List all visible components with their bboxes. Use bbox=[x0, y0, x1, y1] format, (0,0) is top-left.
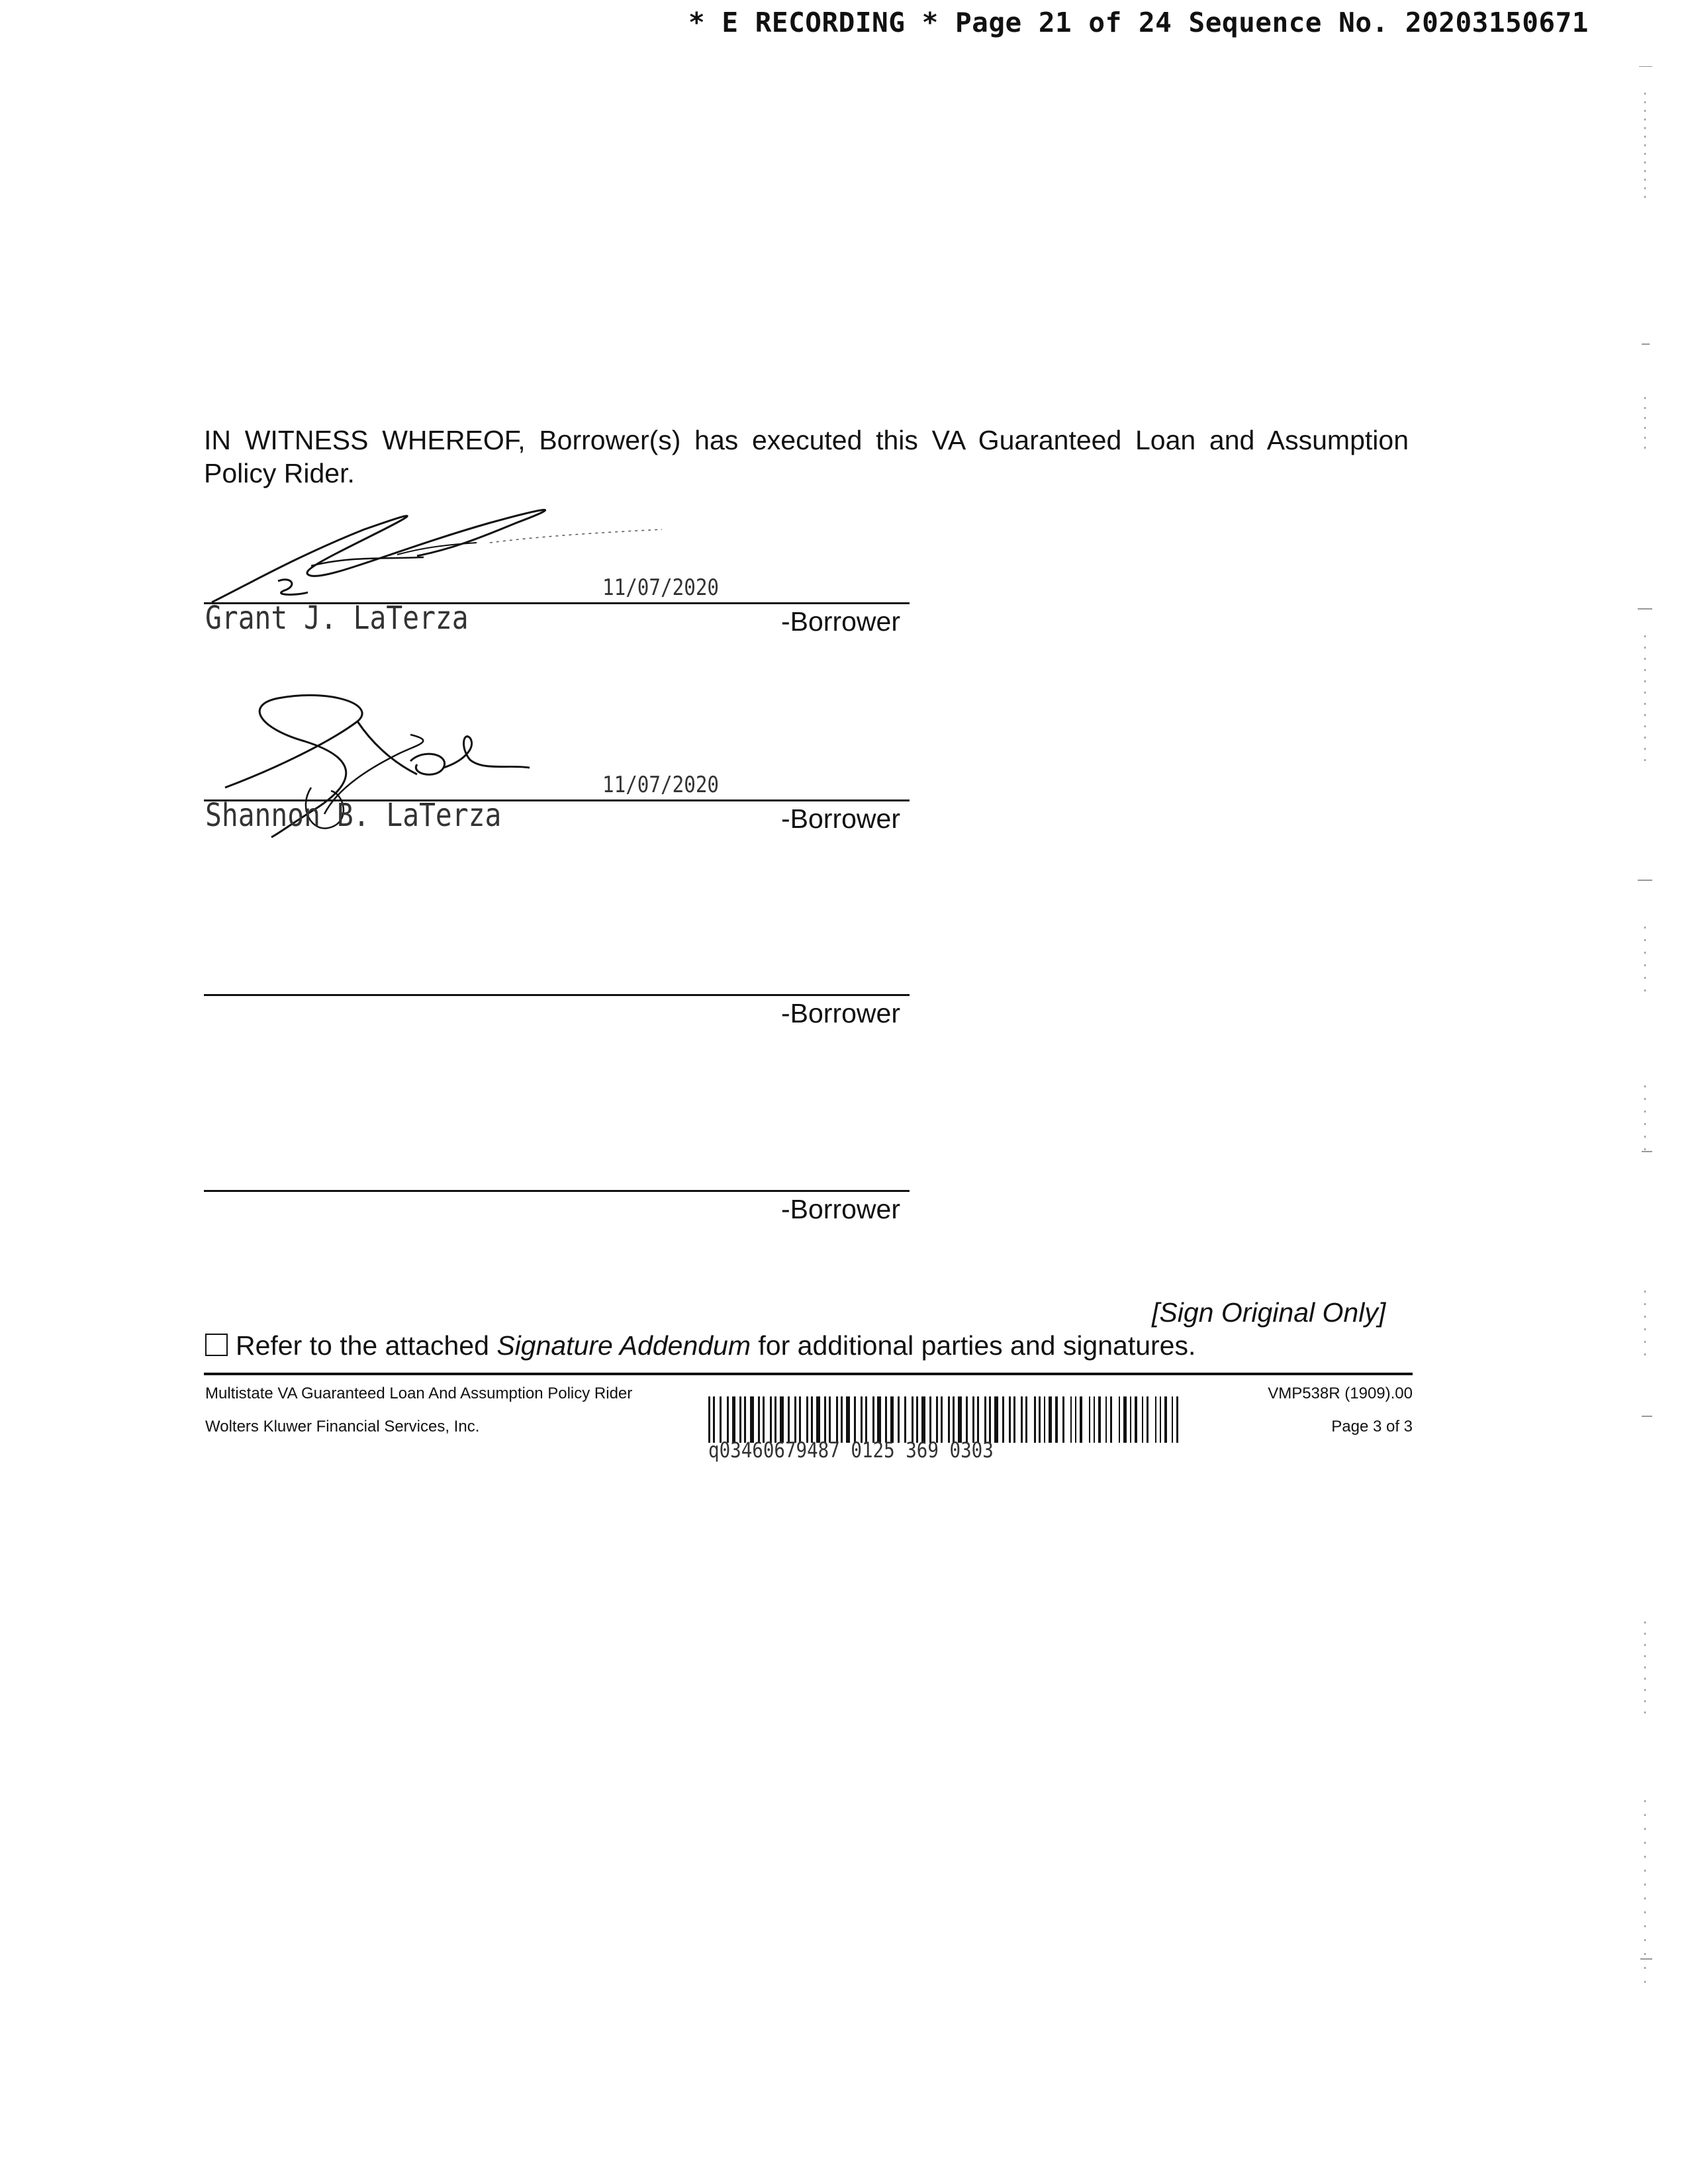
scan-margin-marks bbox=[1635, 66, 1655, 2118]
signature-line bbox=[204, 1190, 910, 1192]
borrower-role-label: -Borrower bbox=[781, 998, 900, 1028]
footer-form-title: Multistate VA Guaranteed Loan And Assumption Policy Rider bbox=[205, 1385, 633, 1402]
borrower-role-label: -Borrower bbox=[781, 1194, 900, 1224]
signature-date: 11/07/2020 bbox=[602, 574, 720, 601]
borrower-name: Shannon B. LaTerza bbox=[205, 797, 502, 834]
addendum-emphasis: Signature Addendum bbox=[496, 1330, 751, 1361]
footer-form-code: VMP538R (1909).00 bbox=[1268, 1385, 1413, 1402]
barcode bbox=[708, 1396, 1185, 1443]
sign-original-note: [Sign Original Only] bbox=[1152, 1297, 1386, 1328]
signature-date: 11/07/2020 bbox=[602, 772, 720, 798]
addendum-suffix: for additional parties and signatures. bbox=[751, 1330, 1196, 1361]
recording-header: * E RECORDING * Page 21 of 24 Sequence No. 20203150671 bbox=[688, 7, 1589, 38]
signature-line bbox=[204, 994, 910, 996]
witness-statement: IN WITNESS WHEREOF, Borrower(s) has executed this VA Guaranteed Loan and Assumption Policy Rider. bbox=[204, 425, 1409, 488]
footer-divider bbox=[204, 1373, 1413, 1375]
borrower-role-label: -Borrower bbox=[781, 606, 900, 637]
borrower-role-label: -Borrower bbox=[781, 803, 900, 834]
footer-page-number: Page 3 of 3 bbox=[1331, 1418, 1413, 1435]
barcode-number: q03460679487 0125 369 0303 bbox=[708, 1437, 994, 1463]
addendum-checkbox[interactable] bbox=[205, 1334, 228, 1356]
addendum-prefix: Refer to the attached bbox=[236, 1330, 497, 1361]
signature-addendum-note bbox=[205, 1330, 1196, 1361]
borrower-name: Grant J. LaTerza bbox=[205, 600, 469, 637]
footer-company: Wolters Kluwer Financial Services, Inc. bbox=[205, 1418, 480, 1435]
